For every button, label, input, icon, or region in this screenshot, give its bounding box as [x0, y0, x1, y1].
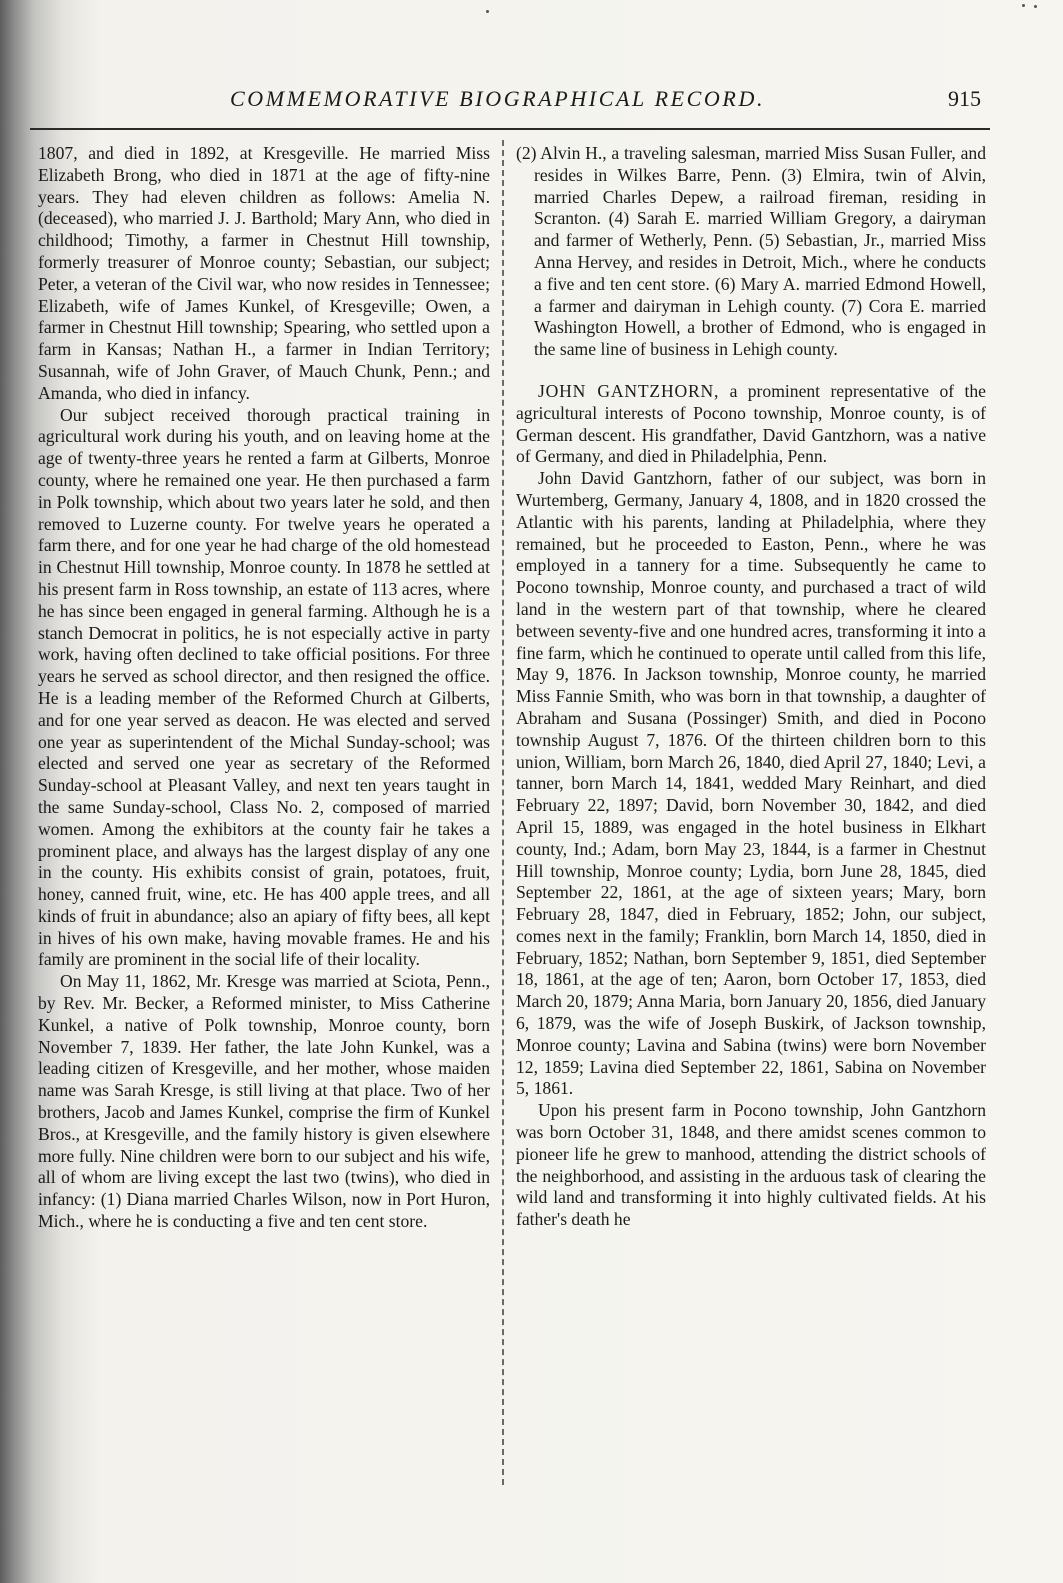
- biography-intro: a prominent representative of the agricultural interests of Pocono township, Monroe county, is of German descent. His grandfather, David Gantzhorn, was a native of Germany, and died in Philadelphia, Penn.: [516, 380, 986, 467]
- page-number: 915: [948, 86, 981, 111]
- biography-opening: [516, 381, 986, 468]
- paragraph: On May 11, 1862, Mr. Kresge was married at Sciota, Penn., by Rev. Mr. Becker, a Reformed minister, to Miss Catherine Kunkel, a native of Polk township, Monroe county, born November 7, 1839. Her father, the late John Kunkel, was a leading citizen of Kresgeville, and her mother, whose maiden name was Sarah Kresge, is still living at that place. Two of her brothers, Jacob and James Kunkel, comprise the firm of Kunkel Bros., at Kresgeville, and the family history is given elsewhere more fully. Nine children were born to our subject and his wife, all of whom are living except the last two (twins), who died in infancy: (1) Diana married Charles Wilson, now in Port Huron, Mich., where he is conducting a five and ten cent store.: [38, 971, 490, 1232]
- paragraph: John David Gantzhorn, father of our subject, was born in Wurtemberg, Germany, January 4, 1808, and in 1820 crossed the Atlantic with his parents, landing at Philadelphia, where they remained, but he proceeded to Easton, Penn., where he was employed in a tannery for a time. Subsequently he came to Pocono township, Monroe county, and purchased a tract of wild land in the western part of that township, where he cleared between seventy-five and one hundred acres, transforming it into a fine farm, which he continued to operate until called from this life, May 9, 1876. In Jackson township, Monroe county, he married Miss Fannie Smith, who was born in that township, a daughter of Abraham and Susana (Possinger) Smith, and died in Pocono township August 7, 1876. Of the thirteen children born to this union, William, born March 26, 1840, died April 27, 1840; Levi, a tanner, born March 14, 1841, wedded Mary Reinhart, and died February 22, 1897; David, born November 30, 1842, and died April 15, 1889, was engaged in the hotel business in Elkhart county, Ind.; Adam, born May 23, 1844, is a farmer in Chestnut Hill township, Monroe county; Lydia, born June 28, 1845, died September 22, 1861, at the age of sixteen years; Mary, born February 28, 1847, died in February, 1852; John, our subject, comes next in the family; Franklin, born March 14, 1850, died in February, 1852; Nathan, born September 9, 1851, died September 18, 1861, at the age of ten; Aaron, born October 17, 1853, died March 20, 1879; Anna Maria, born January 20, 1856, died January 6, 1879, was the wife of Joseph Buskirk, of Jackson township, Monroe county; Lavina and Sabina (twins) were born November 12, 1859; Lavina died September 22, 1861, Sabina on November 5, 1861.: [516, 468, 986, 1099]
- right-column: [516, 143, 986, 1231]
- header-rule: [30, 128, 990, 130]
- running-header-title: COMMEMORATIVE BIOGRAPHICAL RECORD.: [230, 86, 766, 111]
- biography-name: JOHN GANTZHORN,: [538, 380, 720, 401]
- left-column: [38, 143, 490, 1233]
- section-gap: [516, 361, 986, 381]
- paragraph: Upon his present farm in Pocono township, John Gantzhorn was born October 31, 1848, and there amidst scenes common to pioneer life he grew to manhood, attending the district schools of the neighborhood, and assisting in the arduous task of clearing the wild land and transforming it into highly cultivated fields. At his father's death he: [516, 1100, 986, 1230]
- paragraph: Our subject received thorough practical training in agricultural work during his youth, and on leaving home at the age of twenty-three years he rented a farm at Gilberts, Monroe county, where he remained one year. He then purchased a farm in Polk township, which about two years later he sold, and then removed to Luzerne county. For twelve years he operated a farm there, and for one year he had charge of the old homestead in Chestnut Hill township, Monroe county. In 1878 he settled at his present farm in Ross township, an estate of 113 acres, where he has since been engaged in general farming. Although he is a stanch Democrat in politics, he is not especially active in party work, having often declined to take official positions. For three years he served as school director, and then resigned the office. He is a leading member of the Reformed Church at Gilberts, and for one year served as deacon. He was elected and served one year as superintendent of the Michal Sunday-school; was elected and served one year as secretary of the Reformed Sunday-school at Pleasant Valley, and next ten years taught in the same Sunday-school, Class No. 2, composed of married women. Among the exhibitors at the county fair he takes a prominent place, and always has the largest display of any one in the county. His exhibits consist of grain, potatoes, fruit, honey, canned fruit, wine, etc. He has 400 apple trees, and all kinds of fruit in abundance; also an apiary of fifty bees, all kept in hives of his own make, having movable frames. He and his family are prominent in the social life of their locality.: [38, 404, 490, 970]
- page-specks: [0, 0, 1063, 40]
- paragraph: 1807, and died in 1892, at Kresgeville. He married Miss Elizabeth Brong, who died in 1871 at the age of fifty-nine years. They had eleven children as follows: Amelia N. (deceased), who married J. J. Barthold; Mary Ann, who died in childhood; Timothy, a farmer in Chestnut Hill township, formerly treasurer of Monroe county; Sebastian, our subject; Peter, a veteran of the Civil war, who now resides in Tennessee; Elizabeth, wife of James Kunkel, of Kresgeville; Owen, a farmer in Chestnut Hill township; Spearing, who settled upon a farm in Kansas; Nathan H., a farmer in Indian Territory; Susannah, wife of John Graver, of Mauch Chunk, Penn.; and Amanda, who died in infancy.: [38, 143, 490, 403]
- running-header: [0, 86, 1063, 126]
- speck: [1034, 5, 1037, 8]
- paragraph: (2) Alvin H., a traveling salesman, married Miss Susan Fuller, and resides in Wilkes Barre, Penn. (3) Elmira, twin of Alvin, married Charles Depew, a railroad fireman, residing in Scranton. (4) Sarah E. married William Gregory, a dairyman and farmer of Wetherly, Penn. (5) Sebastian, Jr., married Miss Anna Hervey, and resides in Detroit, Mich., where he conducts a five and ten cent store. (6) Mary A. married Edmond Howell, a farmer and dairyman in Lehigh county. (7) Cora E. married Washington Howell, a brother of Edmond, who is engaged in the same line of business in Lehigh county.: [516, 143, 986, 360]
- speck: [1022, 4, 1025, 7]
- column-divider: [502, 140, 504, 1485]
- speck: [486, 10, 489, 13]
